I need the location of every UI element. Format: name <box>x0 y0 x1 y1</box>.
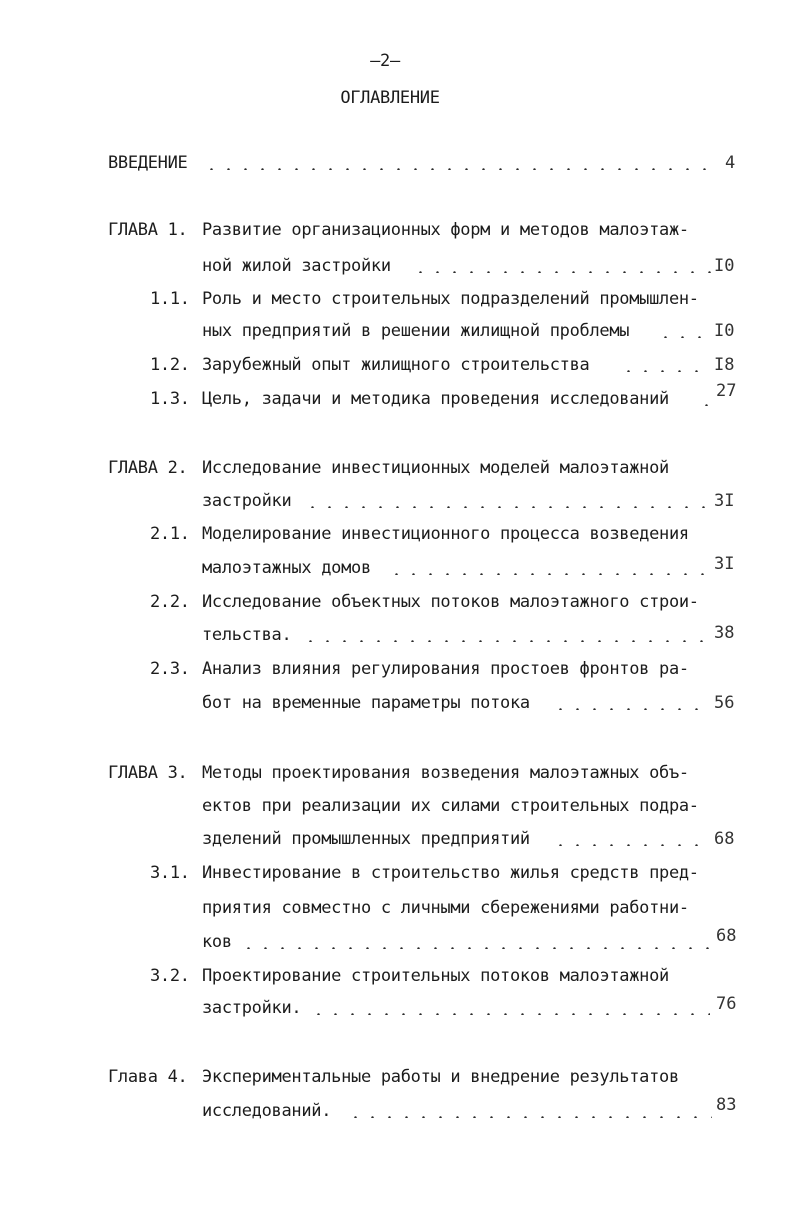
chapter-title-line: зделений промышленных предприятий <box>202 829 530 849</box>
section-title-line: приятия совместно с личными сбережениями работни- <box>202 898 689 918</box>
section-number: 3.1. <box>150 863 190 883</box>
section-number: 2.1. <box>150 524 190 544</box>
chapter-title-line: застройки <box>202 491 292 511</box>
leader-dots <box>347 1116 712 1118</box>
section-number: 2.3. <box>150 659 190 679</box>
section-title-line: Инвестирование в строительство жилья средств пред- <box>202 863 699 883</box>
chapter-number: Глава 4. <box>108 1067 188 1087</box>
section-title-line: малоэтажных домов <box>202 558 371 578</box>
chapter-title-line: Развитие организационных форм и методов малоэтаж- <box>202 220 689 240</box>
toc-entry-3-2 <box>202 994 742 1019</box>
page-number: –2– <box>370 51 400 71</box>
section-number: 1.3. <box>150 389 190 409</box>
page-ref: I0 <box>714 321 735 341</box>
leader-dots <box>620 370 712 372</box>
section-number: 1.2. <box>150 355 190 375</box>
toc-entry-3-1 <box>202 926 742 953</box>
section-title-line: Цель, задачи и методика проведения исследований <box>202 389 669 409</box>
leader-dots <box>412 271 712 273</box>
leader-dots <box>240 947 712 949</box>
page-ref: I0 <box>714 256 735 276</box>
toc-entry-1-2 <box>150 354 742 376</box>
page-ref: 56 <box>714 693 735 713</box>
toc-entry-1-1 <box>202 320 742 342</box>
toc-entry-ch4 <box>202 1095 742 1122</box>
toc-entry-ch3 <box>202 828 742 850</box>
leader-dots <box>304 506 712 508</box>
toc-entry-2-1 <box>202 554 742 579</box>
section-title-line: застройки. <box>202 998 302 1018</box>
chapter-title-line: Исследование инвестиционных моделей малоэтажной <box>202 458 669 478</box>
section-title-line: бот на временные параметры потока <box>202 693 530 713</box>
leader-dots <box>657 336 712 338</box>
leader-dots <box>203 168 713 170</box>
chapter-number: ГЛАВА 3. <box>108 763 188 783</box>
page-ref: 76 <box>716 994 737 1014</box>
chapter-title-line: Методы проектирования возведения малоэтажных объ- <box>202 763 689 783</box>
section-title-line: Исследование объектных потоков малоэтажного строи- <box>202 592 699 612</box>
toc-entry-ch2 <box>202 490 742 512</box>
page-ref: I8 <box>714 355 735 375</box>
leader-dots <box>310 1013 710 1015</box>
toc-entry-ch1 <box>202 255 742 277</box>
page-ref: 83 <box>716 1095 737 1115</box>
entry-label: ВВЕДЕНИЕ <box>108 153 188 173</box>
section-number: 2.2. <box>150 592 190 612</box>
section-title-line: тельства. <box>202 625 292 645</box>
chapter-title-line: ектов при реализации их силами строительных подра- <box>202 796 699 816</box>
section-number: 1.1. <box>150 289 190 309</box>
leader-dots <box>388 573 712 575</box>
toc-entry-intro <box>108 152 738 174</box>
section-title-line: Проектирование строительных потоков малоэтажной <box>202 966 669 986</box>
toc-entry-1-3 <box>150 381 742 410</box>
section-title-line: Моделирование инвестиционного процесса возведения <box>202 524 689 544</box>
chapter-title-line: исследований. <box>202 1101 332 1121</box>
section-title-line: ных предприятий в решении жилищной проблемы <box>202 321 630 341</box>
toc-title: ОГЛАВЛЕНИЕ <box>340 88 440 108</box>
section-title-line: Зарубежный опыт жилищного строительства <box>202 355 590 375</box>
chapter-number: ГЛАВА 1. <box>108 220 188 240</box>
leader-dots <box>552 708 712 710</box>
section-title-line: ков <box>202 932 232 952</box>
page-ref: 68 <box>716 926 737 946</box>
section-title-line: Роль и место строительных подразделений промышлен- <box>202 289 699 309</box>
page-ref: 68 <box>714 829 735 849</box>
section-number: 3.2. <box>150 966 190 986</box>
section-title-line: Анализ влияния регулирования простоев фронтов ра- <box>202 659 689 679</box>
toc-entry-2-3 <box>202 692 742 714</box>
leader-dots <box>552 844 712 846</box>
page-ref: 3I <box>714 554 735 574</box>
leader-dots <box>302 640 712 642</box>
leader-dots <box>698 404 710 406</box>
page-ref: 27 <box>716 381 737 401</box>
chapter-title-line: Экспериментальные работы и внедрение результатов <box>202 1067 679 1087</box>
chapter-number: ГЛАВА 2. <box>108 458 188 478</box>
chapter-title-line: ной жилой застройки <box>202 256 391 276</box>
page-ref: 3I <box>714 491 735 511</box>
toc-entry-2-2 <box>202 624 742 646</box>
page-ref: 4 <box>725 153 736 173</box>
page-ref: 38 <box>714 623 735 643</box>
